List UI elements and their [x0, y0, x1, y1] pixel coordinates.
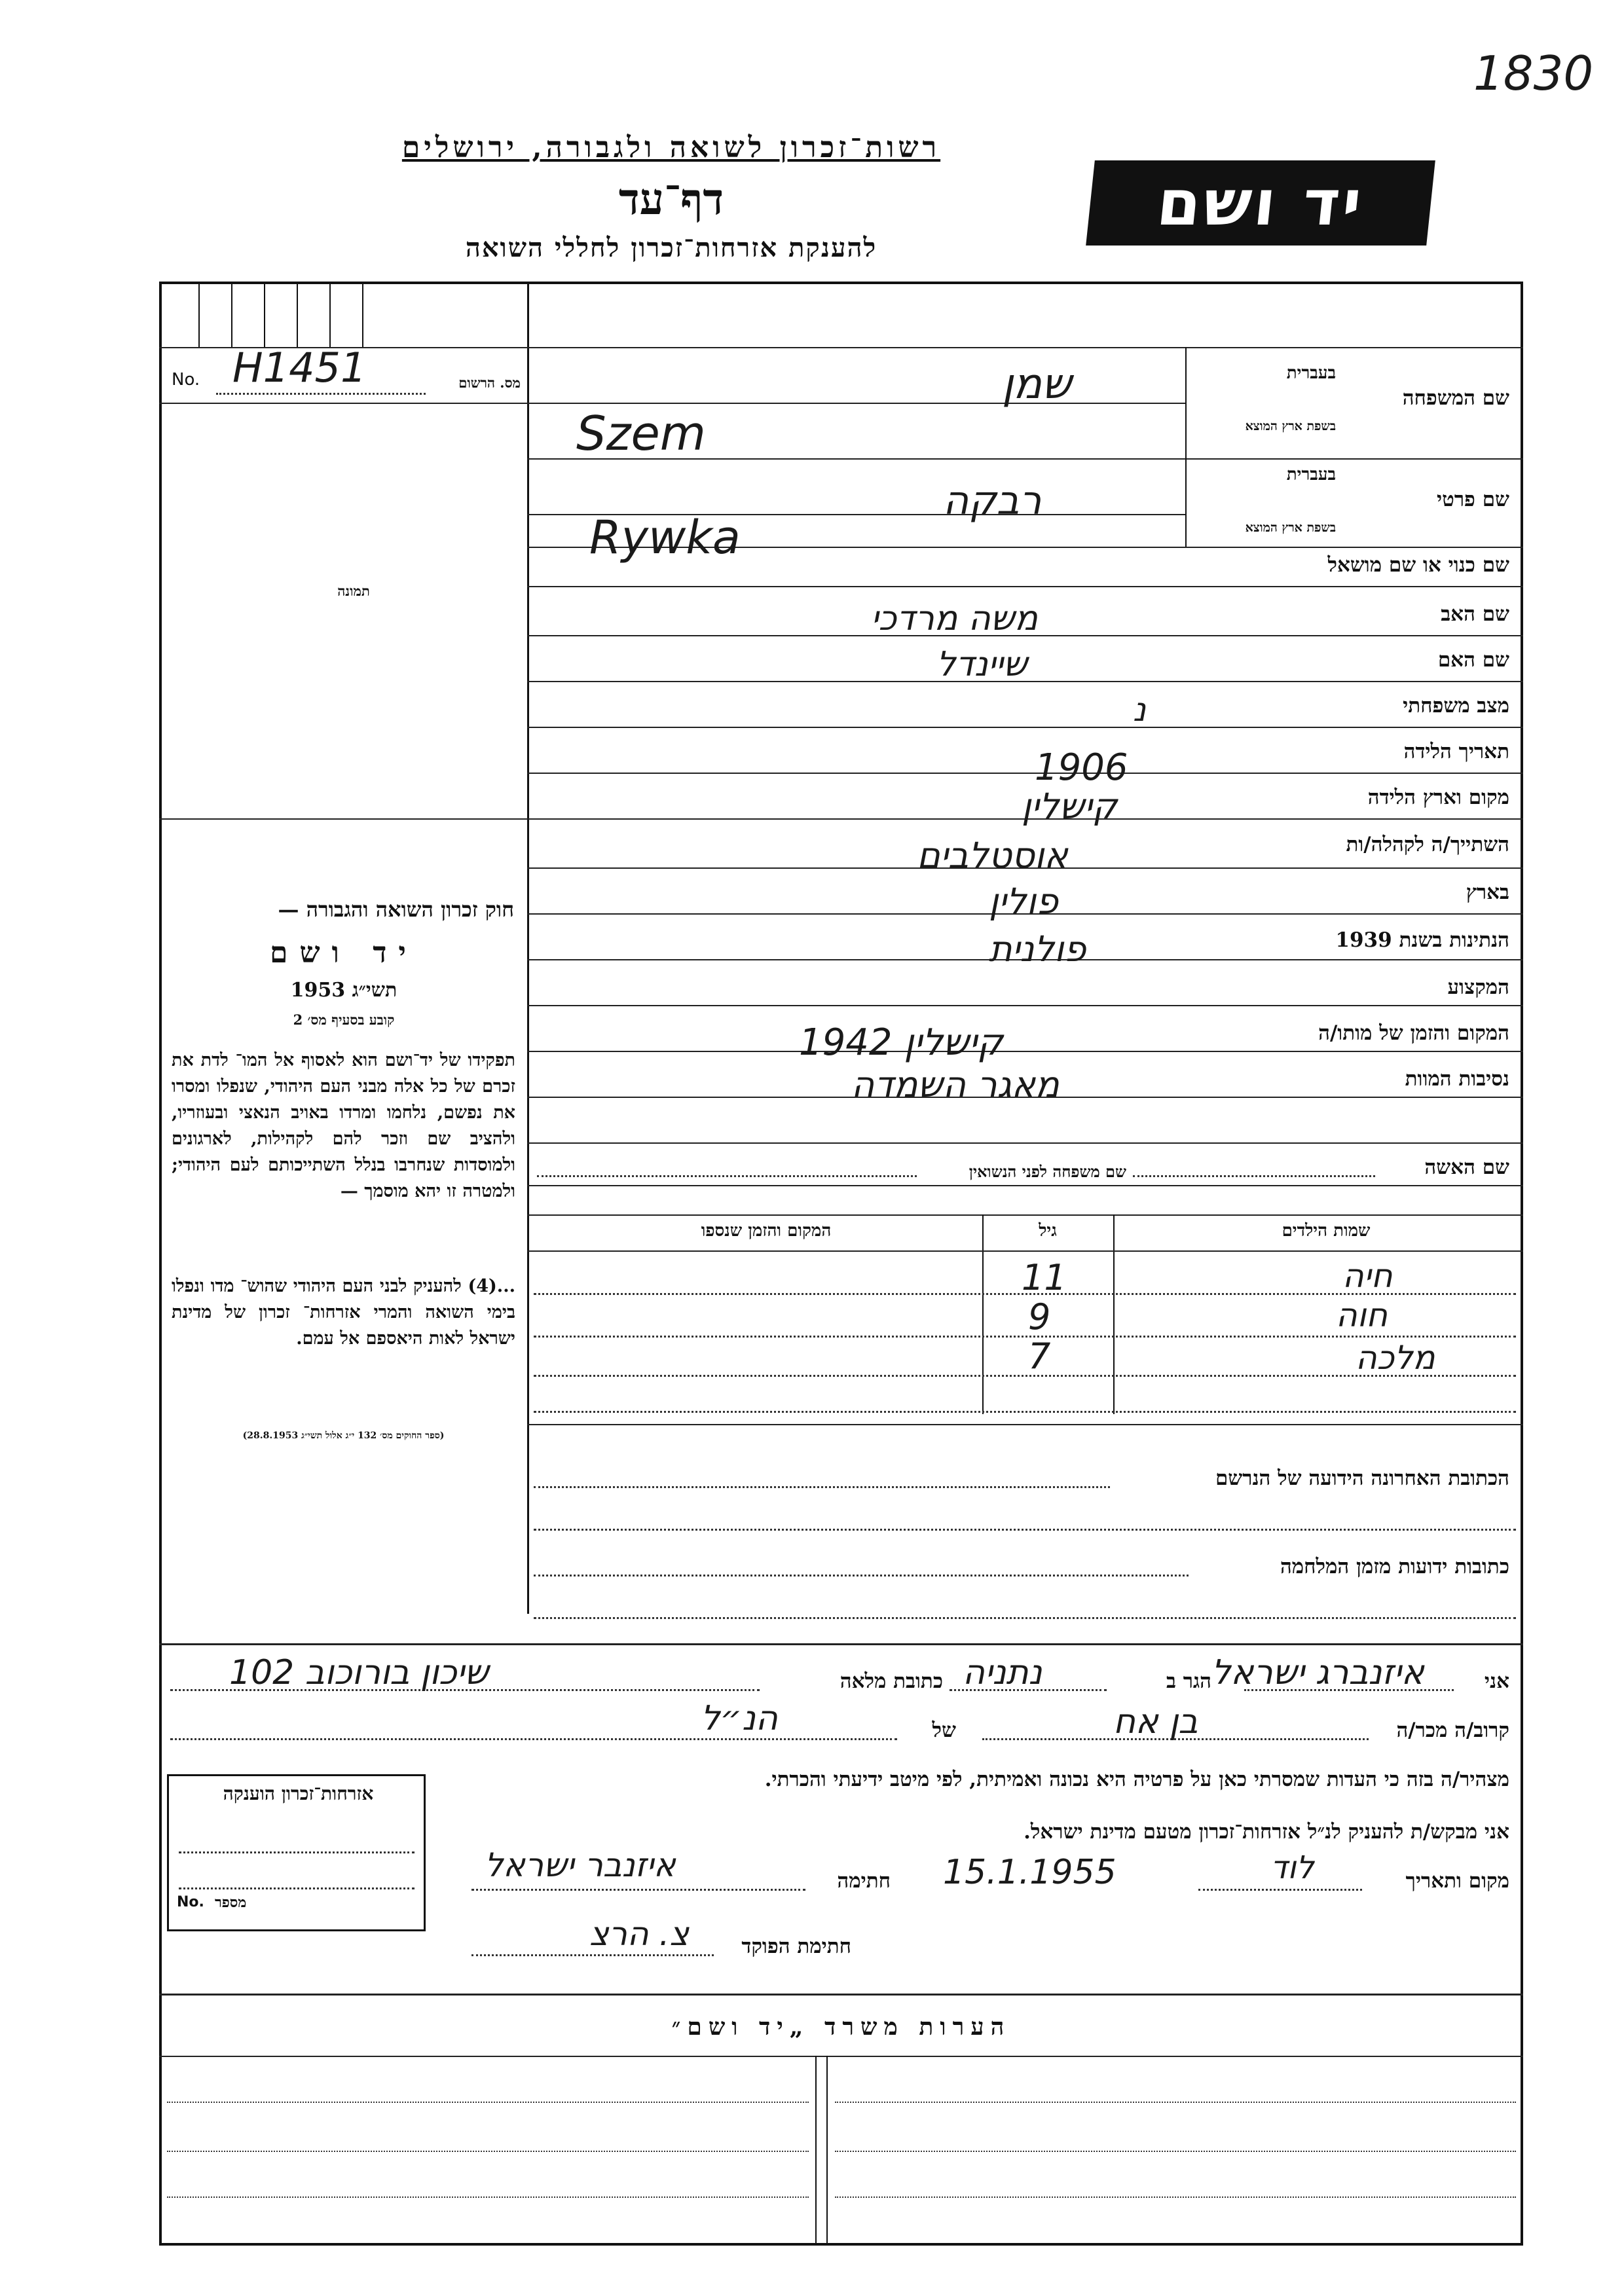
reg-no-label: No.	[172, 370, 200, 390]
child-age[interactable]: 9	[1028, 1296, 1051, 1338]
address-line	[534, 1529, 1516, 1531]
address-line	[534, 1575, 1189, 1576]
child-row-line	[534, 1411, 1516, 1413]
nickname-label: שם כנוי או שם מושאל	[1327, 553, 1509, 577]
citizenship-box-title: אזרחות־זכרון הוענקה	[223, 1783, 374, 1804]
death-circ-value[interactable]: מאגר השמדה	[851, 1064, 1060, 1105]
row-line	[527, 727, 1523, 728]
ani-label: אני	[1484, 1669, 1509, 1693]
date-value[interactable]: 15.1.1955	[943, 1853, 1116, 1892]
authority-title: רשות־זכרון לשואה ולגבורה, ירושלים	[401, 131, 941, 164]
citizenship-value[interactable]: פולנית	[989, 928, 1086, 970]
citizenship-box	[167, 1774, 426, 1931]
box-line	[179, 1851, 415, 1853]
row-line	[527, 586, 1523, 587]
relative-value[interactable]: בן אח	[1113, 1702, 1198, 1741]
first-name-label: שם פרטי	[1436, 488, 1509, 511]
notes-line	[835, 2151, 1516, 2152]
children-col-divider	[982, 1214, 984, 1414]
box-line	[179, 1887, 415, 1889]
signature-value[interactable]: איזנבר ישראל	[485, 1846, 676, 1884]
photo-label: תמונה	[337, 583, 370, 599]
decl-line	[471, 1889, 805, 1891]
relative-label: קרוב/ה מכר/ה	[1396, 1719, 1509, 1742]
law-footnote: (ספר החוקים מס׳ 132 י״ג אלול תשי״ג 28.8.1953)	[242, 1430, 445, 1441]
last-address-label: הכתובת האחרונה הידועה של הנרשם	[1215, 1467, 1509, 1490]
yad-vashem-logo	[1086, 160, 1435, 246]
of-value[interactable]: הנ״ל	[701, 1699, 778, 1738]
notes-line	[159, 2056, 1523, 2057]
row-line	[527, 403, 1185, 404]
full-address[interactable]: שיכון בורוכוב 102	[229, 1653, 489, 1692]
family-name-hebrew-value[interactable]: שמן	[1002, 360, 1072, 409]
address-line	[534, 1617, 1516, 1619]
request: אני מבקש/ת להעניק לנ״ל אזרחות־זכרון מטעם מדינת ישראל.	[1024, 1820, 1509, 1844]
reg-no-line	[216, 393, 426, 395]
of-label: של	[932, 1719, 956, 1742]
decl-line	[170, 1738, 897, 1740]
address-line	[534, 1486, 1110, 1488]
citizenship-label: הנתינות בשנת 1939	[1335, 928, 1509, 952]
column-divider	[527, 282, 529, 1614]
label-divider	[1185, 347, 1187, 458]
notes-divider	[815, 2056, 817, 2246]
law-clause: קובע בסעיף מס׳ 2	[293, 1011, 395, 1028]
section-divider	[159, 1994, 1523, 1995]
decl-line	[471, 1954, 714, 1956]
birth-place-label: מקום וארץ הלידה	[1367, 786, 1509, 809]
birth-date-label: תאריך הלידה	[1403, 740, 1509, 763]
community-label: השתייך/ה לקהלה/ות	[1346, 833, 1509, 856]
wife-maiden-line	[537, 1175, 917, 1177]
wife-label: שם האשה	[1424, 1156, 1509, 1179]
children-age-header: גיל	[1039, 1221, 1057, 1241]
father-label: שם האב	[1441, 602, 1509, 626]
logo-text: יד ושם	[1153, 166, 1368, 240]
label-divider	[1185, 458, 1187, 547]
child-name[interactable]: חיה	[1342, 1257, 1393, 1295]
first-name-origin-label: בשפת ארץ המוצא	[1245, 520, 1336, 535]
family-name-origin-value[interactable]: Szem	[576, 406, 706, 461]
signature-label: חתימה	[837, 1869, 891, 1893]
death-circ-label: נסיבות המוות	[1405, 1067, 1509, 1091]
place-date-label: מקום ותאריך	[1405, 1869, 1509, 1893]
full-address-label: כתובת מלאה	[840, 1669, 943, 1693]
wife-maiden-label: שם משפחה לפני הנשואין	[969, 1162, 1126, 1181]
death-place-label: המקום והזמן של מותו/ה	[1318, 1021, 1509, 1045]
marital-value[interactable]: נ	[1133, 691, 1147, 729]
lives-city[interactable]: נתניה	[963, 1653, 1043, 1692]
row-line	[527, 1214, 1523, 1216]
child-age[interactable]: 11	[1022, 1257, 1067, 1298]
law-title: חוק זכרון השואה והגבורה —	[278, 897, 514, 922]
notes-divider	[826, 2056, 828, 2246]
family-name-hebrew-label: בעברית	[1286, 363, 1336, 383]
mother-label: שם האם	[1437, 648, 1509, 672]
row-line	[527, 1185, 1523, 1186]
row-line	[527, 773, 1523, 774]
family-name-label: שם המשפחה	[1402, 386, 1509, 410]
father-value[interactable]: משה מרדכי	[871, 599, 1038, 638]
birth-place-value[interactable]: קישלין	[1022, 786, 1118, 827]
war-address-label: כתובות ידועות מזמן המלחמה	[1280, 1555, 1509, 1578]
officer-signature-label: חתימת הפוקד	[741, 1935, 851, 1958]
decl-line	[1198, 1889, 1362, 1891]
citizenship-box-number-label: מספר	[215, 1894, 247, 1911]
registration-number[interactable]: H1451	[232, 344, 367, 392]
notes-line	[167, 2151, 809, 2152]
row-line	[527, 1142, 1523, 1144]
form-subtitle: להענקת אזרחות־זכרון לחללי השואה	[465, 232, 877, 263]
law-para-2: ...(4) להעניק לבני העם היהודי שהוש־ מדו ונפלו בימי השואה והמרי אזרחות־ זכרון של מדינת ישראל לאות היאספם אל עמם.	[172, 1276, 515, 1349]
law-year: תשי״ג 1953	[290, 979, 397, 1002]
children-place-header: המקום והזמן שנספו	[701, 1221, 832, 1241]
row-line	[527, 1424, 1523, 1425]
law-name: יד ושם	[270, 936, 418, 970]
reg-divider	[159, 403, 527, 404]
family-name-origin-label: בשפת ארץ המוצא	[1245, 419, 1336, 433]
mother-value[interactable]: שיינדל	[936, 645, 1027, 684]
death-place-value[interactable]: קישלין 1942	[799, 1021, 1003, 1064]
reg-label: מס. הרשום	[458, 374, 521, 391]
law-para-1: תפקידו של יד־ושם הוא לאסוף אל המו־ לדת את זכרם של כל אלה מבני העם היהודי, שנפלו ומסרו את נפשם, נלחמו ומרדו באויב הנאצי ובעוזריו, ולהציב שם וזכר להם לקהילות, לארגונים ולמוסדות שנחרבו בנלל השתייכותם לעם היהודי; ולמטרה זו יהא מוסמך —	[172, 1050, 515, 1201]
corner-number: 1830	[1473, 46, 1594, 101]
declarant-name[interactable]: איזנברג ישראל	[1211, 1653, 1424, 1692]
in-country-label: בארץ	[1466, 881, 1509, 904]
child-name[interactable]: מלכה	[1356, 1339, 1435, 1377]
photo-divider	[159, 818, 527, 820]
row-line	[527, 1005, 1523, 1006]
marital-label: מצב משפחתי	[1403, 694, 1509, 718]
notes-line	[167, 2196, 809, 2198]
row-line	[527, 1051, 1523, 1052]
lives-label: הגר ב	[1166, 1669, 1211, 1693]
statement: מצהיר/ה בזה כי העדות שמסרתי כאן על פרטיה היא נכונה ואמיתית, לפי מיטב ידיעתי והכרתי.	[764, 1768, 1509, 1791]
notes-line	[167, 2102, 809, 2103]
child-age[interactable]: 7	[1028, 1336, 1051, 1377]
community-value[interactable]: אוסטלבים	[917, 835, 1068, 876]
children-col-divider	[1113, 1214, 1115, 1414]
place-value[interactable]: לוד	[1270, 1850, 1314, 1886]
first-name-hebrew-label: בעברית	[1286, 465, 1336, 484]
birth-date-value[interactable]: 1906	[1035, 746, 1128, 789]
in-country-value[interactable]: פולין	[989, 881, 1058, 922]
first-name-hebrew-value[interactable]: רבקה	[943, 478, 1042, 524]
child-row-line	[534, 1336, 1516, 1338]
children-names-header: שמות הילדים	[1282, 1221, 1371, 1241]
notes-line	[835, 2102, 1516, 2103]
child-name[interactable]: חוה	[1336, 1296, 1388, 1334]
first-name-origin-value[interactable]: Rywka	[589, 511, 741, 564]
profession-label: המקצוע	[1447, 975, 1509, 999]
registration-boxes	[159, 282, 527, 347]
citizenship-box-no: No.	[177, 1894, 204, 1910]
notes-line	[835, 2196, 1516, 2198]
officer-signature-value[interactable]: צ. הרצ	[589, 1915, 690, 1953]
wife-line	[1133, 1175, 1375, 1177]
office-notes-title: הערות משרד „יד ושם״	[671, 2013, 1011, 2041]
form-title: דף־עד	[618, 173, 724, 225]
row-line	[527, 1250, 1523, 1252]
section-divider	[159, 1643, 1523, 1645]
